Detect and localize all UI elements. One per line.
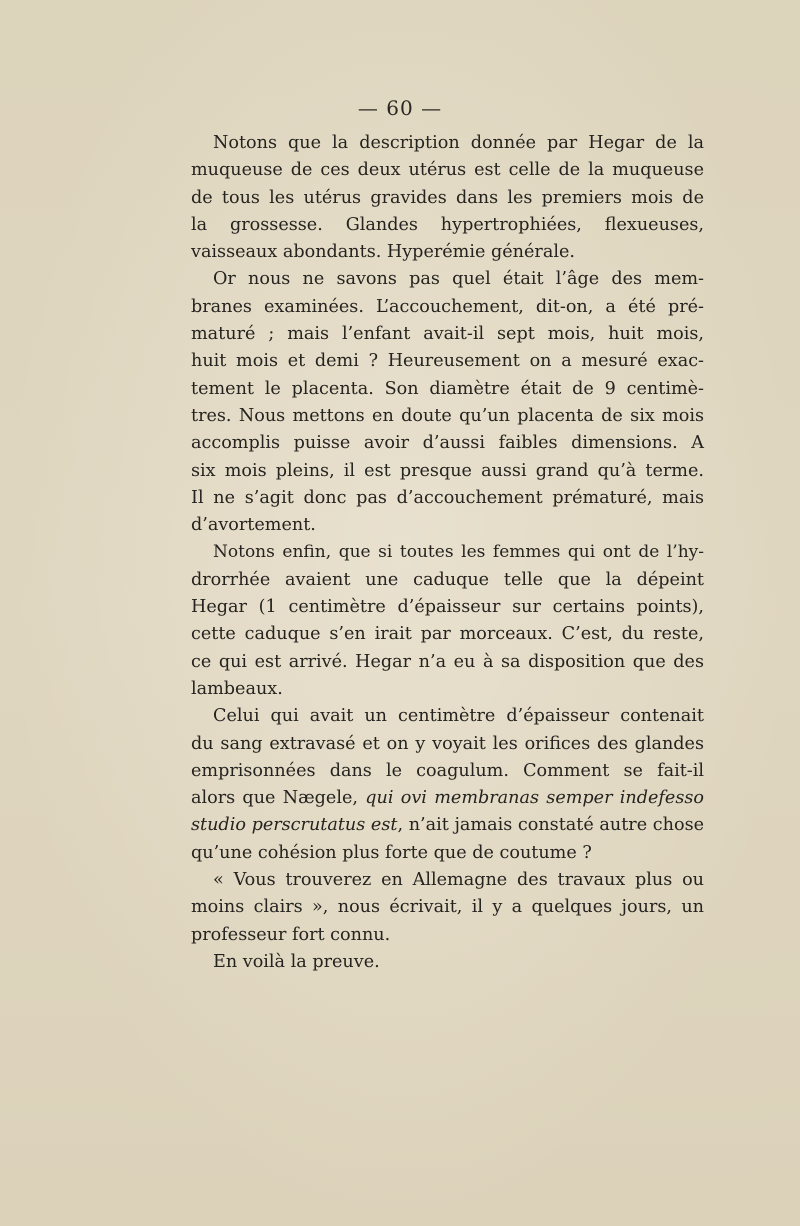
text-line: Hegar (1 centimètre d’épaisseur sur certains points), (191, 597, 704, 618)
text-line: Or nous ne savons pas quel était l’âge des mem- (213, 269, 704, 290)
paragraph-6 (191, 949, 704, 976)
text-line: professeur fort connu. (191, 924, 391, 945)
latin-quote: qui ovi membranas semper indefesso (365, 788, 704, 809)
body-text (191, 130, 704, 976)
page-number: — 60 — (357, 96, 443, 120)
text-line: Celui qui avait un centimètre d’épaisseur contenait (213, 706, 704, 727)
text-line-mixed (191, 812, 704, 839)
text-line: d’avortement. (191, 515, 316, 536)
text-line: muqueuse de ces deux utérus est celle de la muqueuse (191, 160, 704, 181)
paragraph-2 (191, 266, 704, 539)
text-run: alors que Nægele, (191, 788, 366, 809)
latin-quote: studio perscrutatus est (191, 815, 398, 836)
text-line: cette caduque s’en irait par morceaux. C’est, du reste, (191, 624, 704, 645)
text-line: branes examinées. L’accouchement, dit-on, a été pré- (191, 296, 704, 317)
text-line: « Vous trouverez en Allemagne des travaux plus ou (213, 870, 704, 891)
text-line: six mois pleins, il est presque aussi grand qu’à terme. (191, 460, 704, 481)
text-run: , n’ait jamais constaté autre chose (397, 815, 705, 836)
text-line: vaisseaux abondants. Hyperémie générale. (191, 242, 575, 263)
text-line: lambeaux. (191, 678, 283, 699)
text-line: tres. Nous mettons en doute qu’un placenta de six mois (191, 405, 704, 426)
text-line: la grossesse. Glandes hypertrophiées, flexueuses, (191, 214, 704, 235)
text-line: tement le placenta. Son diamètre était de 9 centimè- (191, 378, 704, 399)
text-line: maturé ; mais l’enfant avait-il sept mois, huit mois, (191, 324, 704, 345)
paragraph-1 (191, 130, 704, 266)
paragraph-5 (191, 867, 704, 949)
text-line: qu’une cohésion plus forte que de coutume ? (191, 842, 592, 863)
paragraph-3 (191, 539, 704, 703)
text-line: En voilà la preuve. (213, 951, 380, 972)
paragraph-4 (191, 703, 704, 867)
text-line: Notons que la description donnée par Hegar de la (213, 133, 704, 153)
text-line-mixed (191, 785, 704, 812)
text-line: drorrhée avaient une caduque telle que la dépeint (191, 569, 704, 590)
text-line: de tous les utérus gravides dans les premiers mois de (191, 187, 704, 208)
text-line: Notons enfin, que si toutes les femmes qui ont de l’hy- (213, 542, 704, 563)
text-line: Il ne s’agit donc pas d’accouchement prématuré, mais (191, 487, 704, 508)
text-line: accomplis puisse avoir d’aussi faibles dimensions. A (191, 433, 704, 454)
text-line: ce qui est arrivé. Hegar n’a eu à sa disposition que des (191, 651, 704, 672)
text-line: emprisonnées dans le coagulum. Comment se fait-il (191, 760, 704, 781)
text-line: moins clairs », nous écrivait, il y a quelques jours, un (191, 897, 704, 918)
text-line: du sang extravasé et on y voyait les orifices des glandes (191, 733, 704, 754)
text-line: huit mois et demi ? Heureusement on a mesuré exac- (191, 351, 704, 372)
